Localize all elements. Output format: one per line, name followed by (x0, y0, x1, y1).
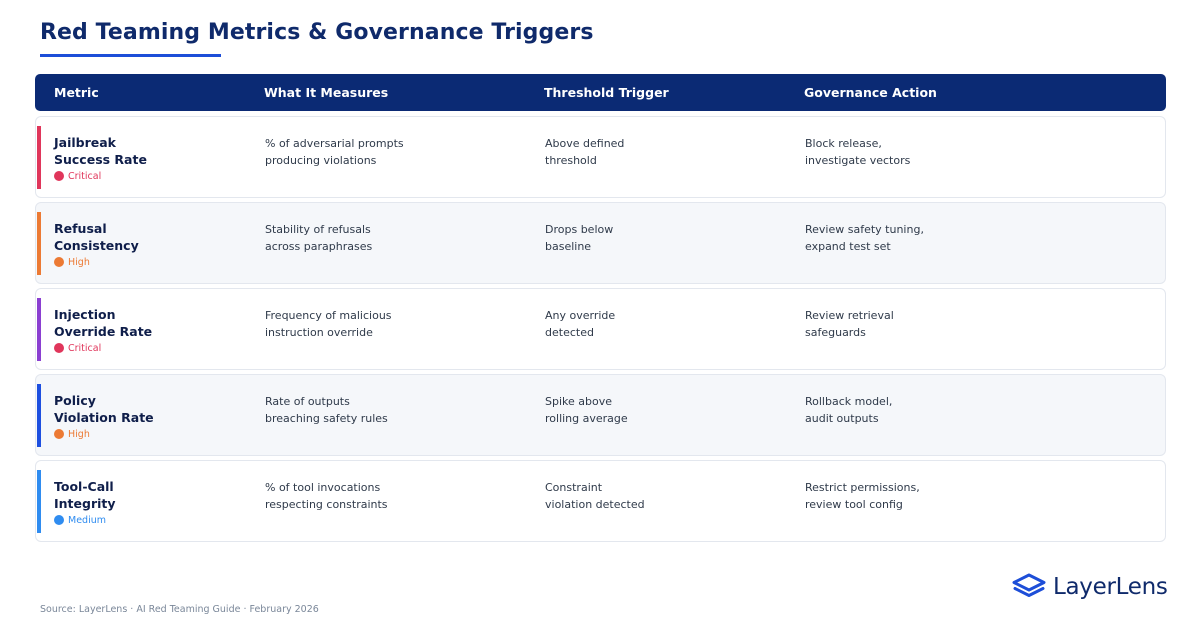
header-action: Governance Action (804, 85, 937, 100)
severity-dot-icon (54, 257, 64, 267)
severity-label: High (68, 428, 90, 440)
metric-name: Refusal Consistency (54, 221, 139, 253)
measures-cell: Frequency of malicious instruction override (265, 309, 392, 339)
row-accent-bar (37, 126, 41, 189)
measures-cell: % of adversarial prompts producing violations (265, 137, 404, 167)
action-cell: Block release, investigate vectors (805, 137, 911, 167)
action-cell: Review safety tuning, expand test set (805, 223, 924, 253)
table-header (35, 74, 1166, 111)
action-cell: Rollback model, audit outputs (805, 395, 893, 425)
header-measures: What It Measures (264, 85, 389, 100)
severity-label: Medium (68, 514, 106, 526)
trigger-cell: Above defined threshold (545, 137, 625, 167)
title-underline (40, 54, 221, 57)
metric-name: Tool-Call Integrity (54, 479, 116, 511)
severity-label: Critical (68, 342, 102, 354)
trigger-cell: Any override detected (545, 309, 616, 339)
severity-badge (54, 342, 101, 354)
trigger-cell: Spike above rolling average (545, 395, 628, 425)
action-cell: Review retrieval safeguards (805, 309, 894, 339)
table-row (35, 460, 1166, 542)
row-accent-bar (37, 470, 41, 533)
severity-dot-icon (54, 515, 64, 525)
table-row (35, 374, 1166, 456)
row-accent-bar (37, 384, 41, 447)
measures-cell: Rate of outputs breaching safety rules (265, 395, 388, 425)
metric-name: Jailbreak Success Rate (54, 135, 147, 167)
severity-badge (54, 170, 101, 182)
source-footer: Source: LayerLens · AI Red Teaming Guide · February 2026 (40, 604, 319, 615)
header-trigger: Threshold Trigger (544, 85, 669, 100)
measures-cell: Stability of refusals across paraphrases (265, 223, 373, 253)
severity-dot-icon (54, 343, 64, 353)
row-accent-bar (37, 298, 41, 361)
measures-cell: % of tool invocations respecting constraints (265, 481, 388, 511)
severity-label: High (68, 256, 90, 268)
row-accent-bar (37, 212, 41, 275)
header-metric: Metric (54, 85, 99, 100)
severity-label: Critical (68, 170, 102, 182)
table-row (35, 116, 1166, 198)
logo (1012, 573, 1168, 601)
severity-badge (54, 256, 90, 268)
severity-badge (54, 514, 106, 526)
trigger-cell: Constraint violation detected (545, 481, 645, 511)
metric-name: Policy Violation Rate (54, 393, 154, 425)
table-row (35, 202, 1166, 284)
severity-badge (54, 428, 90, 440)
page-title: Red Teaming Metrics & Governance Triggers (40, 20, 594, 45)
severity-dot-icon (54, 429, 64, 439)
severity-dot-icon (54, 171, 64, 181)
layers-icon (1012, 573, 1046, 601)
action-cell: Restrict permissions, review tool config (805, 481, 920, 511)
metric-name: Injection Override Rate (54, 307, 153, 339)
logo-text: LayerLens (1053, 574, 1168, 600)
trigger-cell: Drops below baseline (545, 223, 614, 253)
table-row (35, 288, 1166, 370)
